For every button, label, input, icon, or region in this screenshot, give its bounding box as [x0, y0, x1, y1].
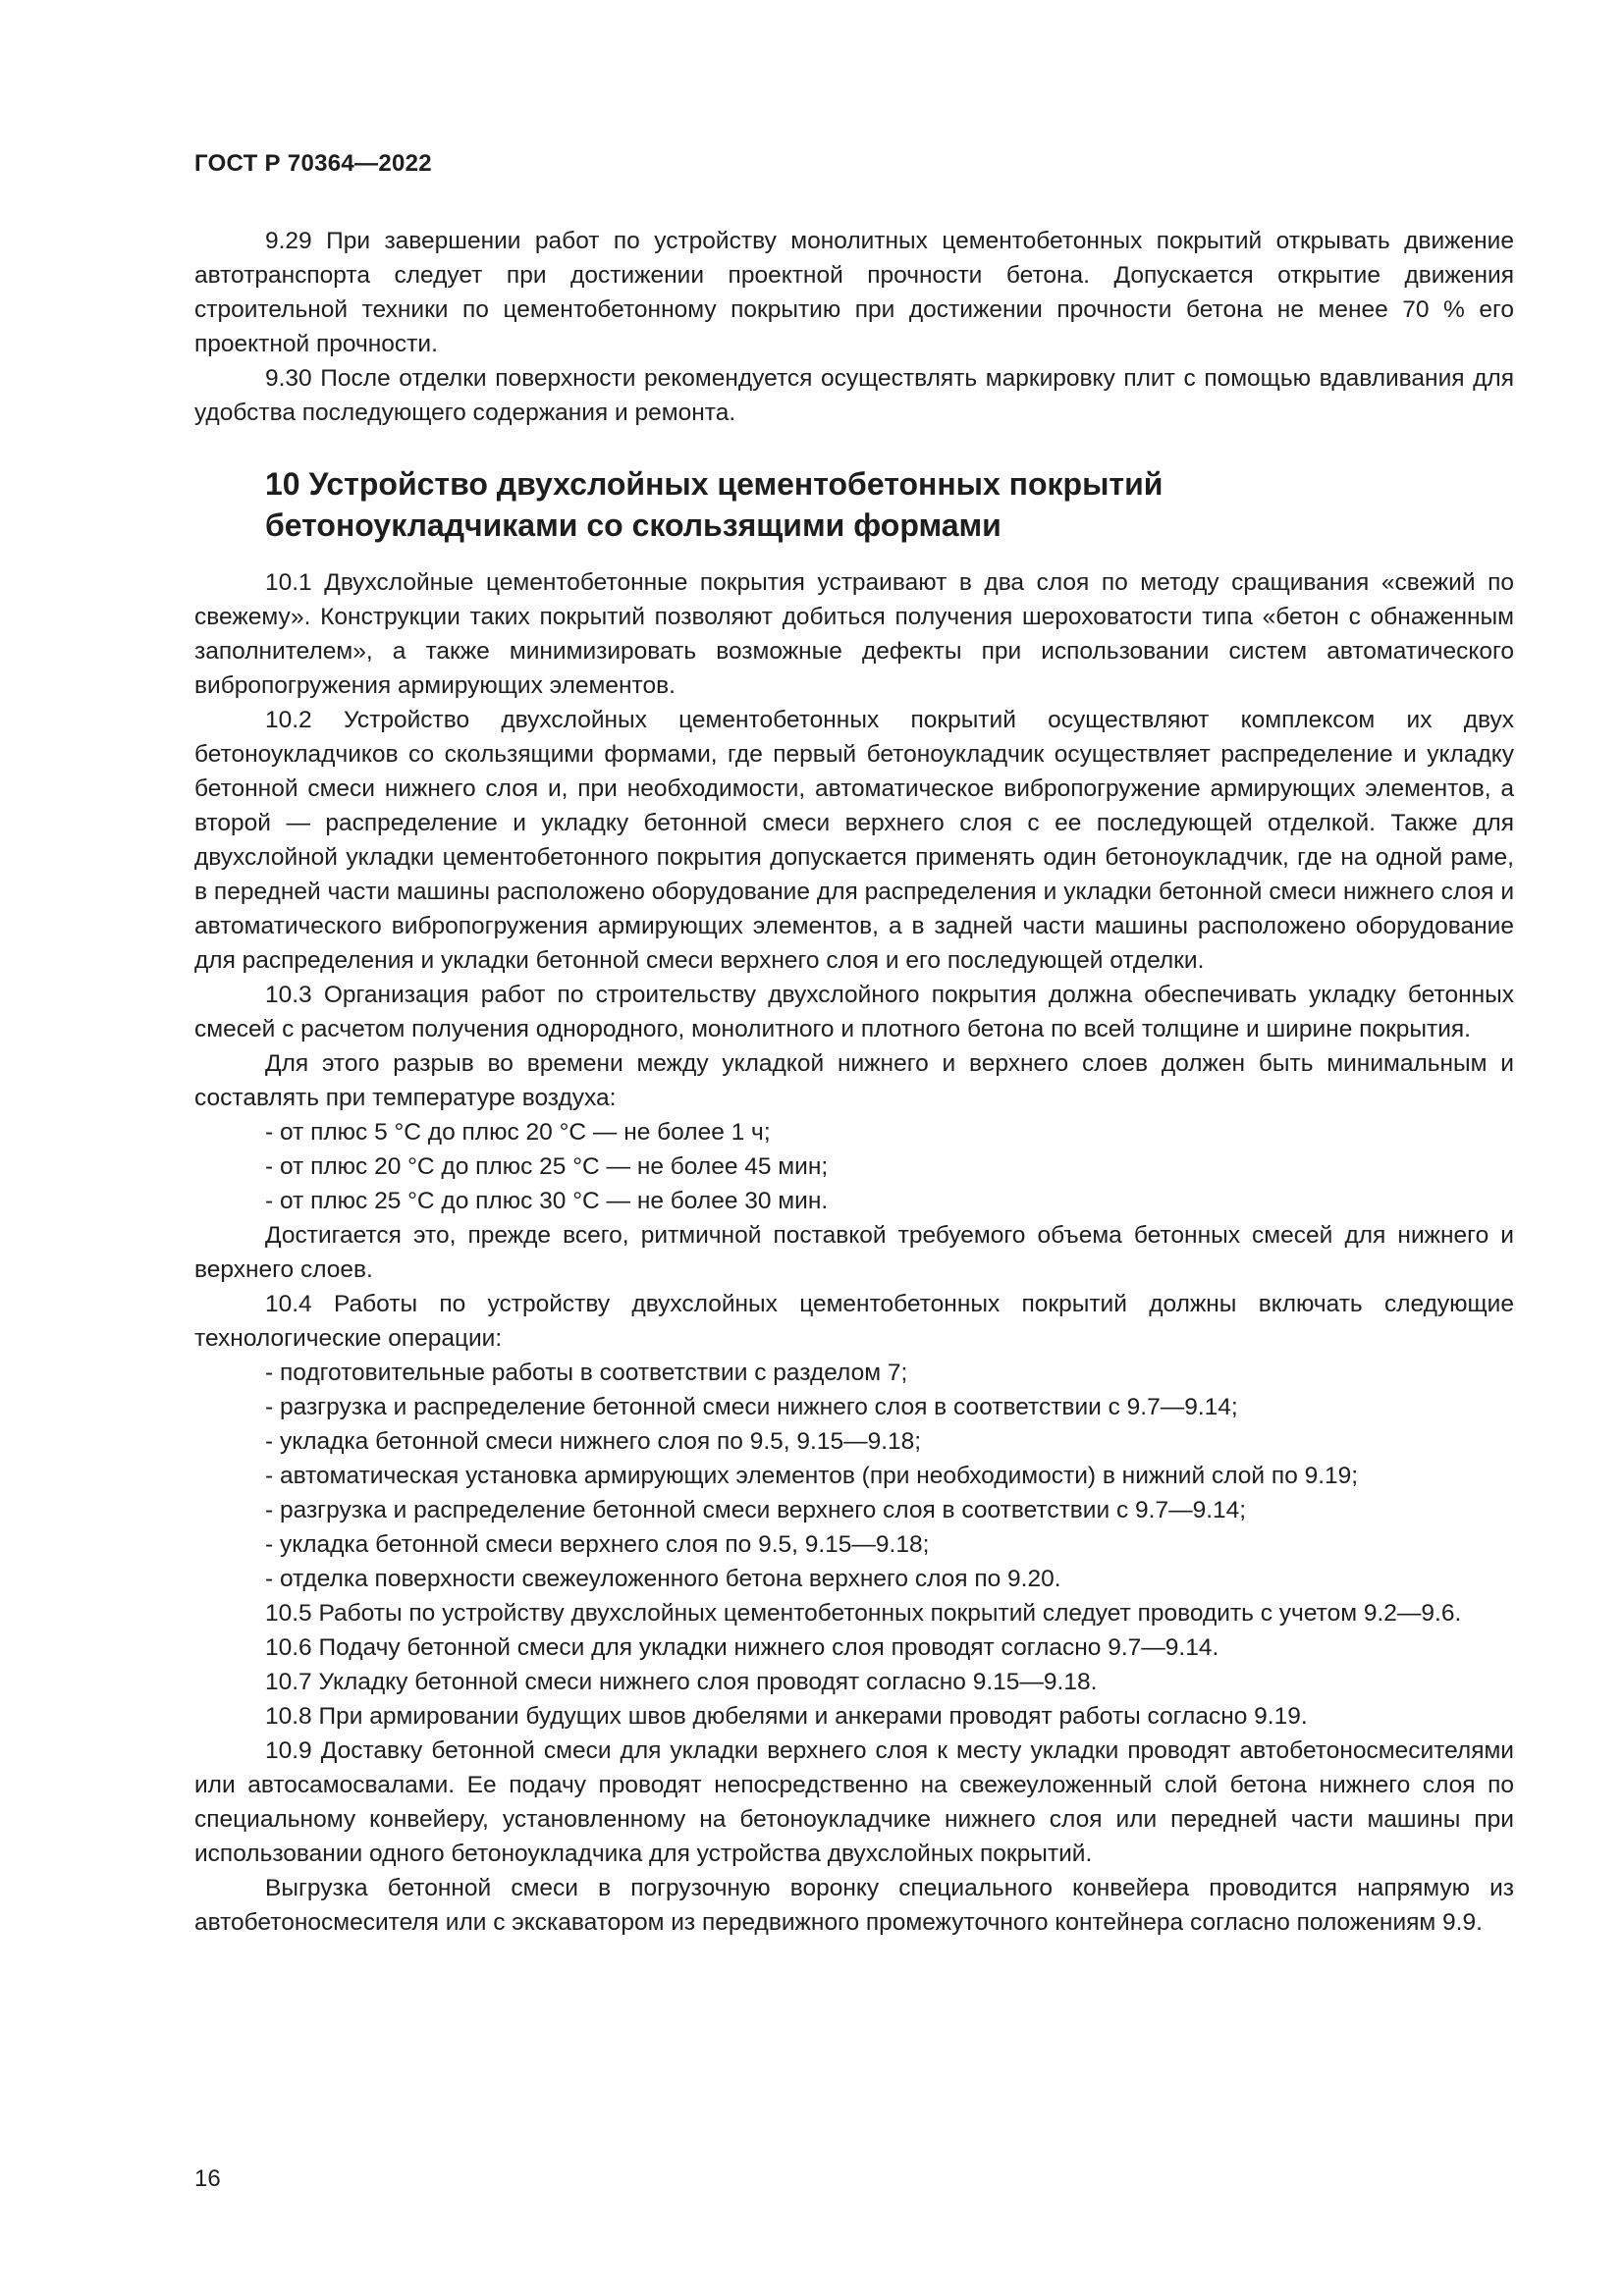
- list-item-op-3: - укладка бетонной смеси нижнего слоя по 9.5, 9.15—9.18;: [265, 1428, 922, 1455]
- list-item-temp-2: - от плюс 20 °С до плюс 25 °С — не более 45 мин;: [265, 1153, 829, 1180]
- paragraph-unloading: Выгрузка бетонной смеси в погрузочную воронку специального конвейера проводится напрямую из автобетоносмесителя или с экскаватором из передвижного промежуточного контейнера согласно положениям 9.9.: [194, 1875, 1514, 1936]
- paragraph-10-3: 10.3 Организация работ по строительству двухслойного покрытия должна обеспечивать укладку бетонных смесей с расчетом получения однородного, монолитного и плотного бетона по всей толщине и ширине покрытия.: [194, 982, 1514, 1042]
- paragraph-9-29: 9.29 При завершении работ по устройству монолитных цементобетонных покрытий открывать движение автотранспорта следует при достижении проектной прочности бетона. Допускается открытие движения строительной техники по цементобетонному покрытию при достижении прочности бетона не менее 70 % его проектной прочности.: [194, 228, 1514, 357]
- list-item-op-4: - автоматическая установка армирующих элементов (при необходимости) в нижний слой по 9.19;: [265, 1463, 1359, 1489]
- document-body: [194, 224, 1514, 1940]
- section-title-line-1: 10 Устройство двухслойных цементобетонных покрытий: [265, 466, 1164, 502]
- section-10-title: [265, 463, 1514, 546]
- paragraph-10-7: 10.7 Укладку бетонной смеси нижнего слоя проводят согласно 9.15—9.18.: [265, 1669, 1098, 1695]
- paragraph-temperature-intro: Для этого разрыв во времени между укладкой нижнего и верхнего слоев должен быть минимальным и составлять при температуре воздуха:: [194, 1050, 1514, 1111]
- paragraph-rhythm: Достигается это, прежде всего, ритмичной поставкой требуемого объема бетонных смесей для нижнего и верхнего слоев.: [194, 1222, 1514, 1283]
- paragraph-10-8: 10.8 При армировании будущих швов дюбелями и анкерами проводят работы согласно 9.19.: [265, 1703, 1308, 1730]
- paragraph-10-1: 10.1 Двухслойные цементобетонные покрытия устраивают в два слоя по методу сращивания «свежий по свежему». Конструкции таких покрытий позволяют добиться получения шероховатости типа «бетон с обнаженным заполнителем», а также минимизировать возможные дефекты при использовании систем автоматического вибропогружения армирующих элементов.: [194, 569, 1514, 699]
- list-item-op-7: - отделка поверхности свежеуложенного бетона верхнего слоя по 9.20.: [265, 1566, 1061, 1592]
- list-item-op-2: - разгрузка и распределение бетонной смеси нижнего слоя в соответствии с 9.7—9.14;: [265, 1394, 1238, 1420]
- list-item-temp-3: - от плюс 25 °С до плюс 30 °С — не более 30 мин.: [265, 1188, 829, 1214]
- paragraph-10-9: 10.9 Доставку бетонной смеси для укладки верхнего слоя к месту укладки проводят автобетоносмесителями или автосамосвалами. Ее подачу проводят непосредственно на свежеуложенный слой бетона нижнего слоя по специальному конвейеру, установленному на бетоноукладчике нижнего слоя или передней части машины при использовании одного бетоноукладчика для устройства двухслойных покрытий.: [194, 1737, 1514, 1867]
- page-number: 16: [194, 2165, 221, 2192]
- list-item-op-1: - подготовительные работы в соответствии с разделом 7;: [265, 1360, 908, 1386]
- list-item-temp-1: - от плюс 5 °С до плюс 20 °С — не более 1 ч;: [265, 1119, 771, 1146]
- paragraph-10-2: 10.2 Устройство двухслойных цементобетонных покрытий осуществляют комплексом их двух бетоноукладчиков со скользящими формами, где первый бетоноукладчик осуществляет распределение и укладку бетонной смеси нижнего слоя и, при необходимости, автоматическое вибропогружение армирующих элементов, а второй — распределение и укладку бетонной смеси верхнего слоя с ее последующей отделкой. Также для двухслойной укладки цементобетонного покрытия допускается применять один бетоноукладчик, где на одной раме, в передней части машины расположено оборудование для распределения и укладки бетонной смеси нижнего слоя и автоматического вибропогружения армирующих элементов, а в задней части машины расположено оборудование для распределения и укладки бетонной смеси верхнего слоя и его последующей отделки.: [194, 707, 1514, 974]
- section-title-line-2: бетоноукладчиками со скользящими формами: [265, 507, 1001, 543]
- paragraph-9-30: 9.30 После отделки поверхности рекомендуется осуществлять маркировку плит с помощью вдавливания для удобства последующего содержания и ремонта.: [194, 365, 1514, 426]
- paragraph-10-6: 10.6 Подачу бетонной смеси для укладки нижнего слоя проводят согласно 9.7—9.14.: [265, 1634, 1219, 1661]
- paragraph-10-5: 10.5 Работы по устройству двухслойных цементобетонных покрытий следует проводить с учетом 9.2—9.6.: [265, 1600, 1462, 1627]
- paragraph-10-4: 10.4 Работы по устройству двухслойных цементобетонных покрытий должны включать следующие технологические операции:: [194, 1291, 1514, 1352]
- list-item-op-6: - укладка бетонной смеси верхнего слоя по 9.5, 9.15—9.18;: [265, 1531, 930, 1558]
- document-header-id: ГОСТ Р 70364—2022: [194, 150, 432, 177]
- list-item-op-5: - разгрузка и распределение бетонной смеси верхнего слоя в соответствии с 9.7—9.14;: [265, 1497, 1247, 1523]
